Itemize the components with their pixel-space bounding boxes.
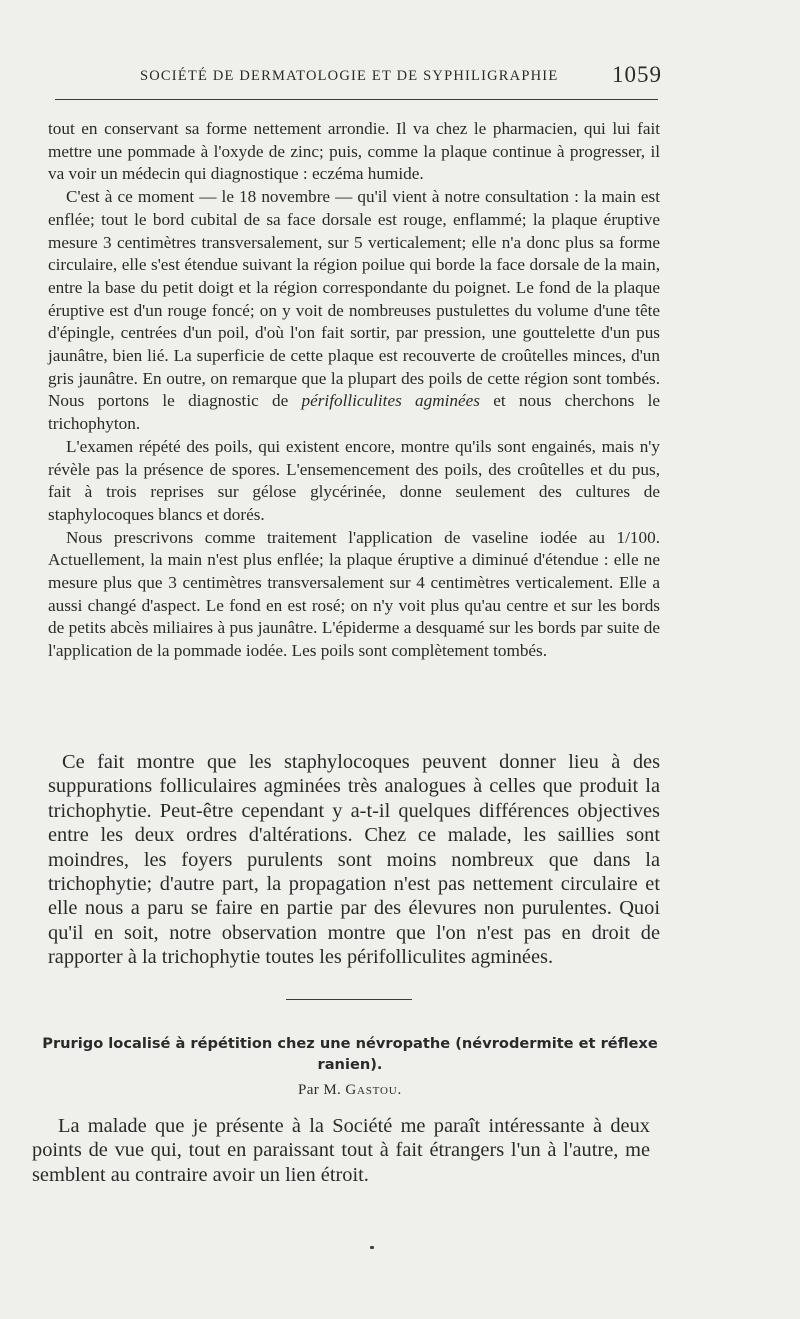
section-divider: [286, 999, 412, 1000]
author-name: Gastou.: [345, 1082, 403, 1098]
case-paragraph-2: [48, 186, 660, 436]
case-paragraph-2-text: C'est à ce moment — le 18 novembre — qu'il vient à notre consultation : la main est enflée; tout le bord cubital de sa face dorsale est rouge, enflammé; la plaque éruptive mesure 3 centimètres transversalement, sur 5 verticalement; elle n'a donc plus sa forme circulaire, elle s'est étendue suivant la région poilue qui borde la face dorsale de la main, entre la base du petit doigt et la région correspondante du poignet. Le fond de la plaque éruptive est d'un rouge foncé; on y voit de nombreuses pustulettes du volume d'une tête d'épingle, centrées d'un poil, d'où l'on fait sortir, par pression, une gouttelette d'un pus jaunâtre, bien lié. La superficie de cette plaque est recouverte de croûtelles minces, d'un gris jaunâtre. En outre, on remarque que la plupart des poils de cette région sont tombés. Nous portons le diagnostic de: [48, 187, 660, 411]
page-header: [48, 62, 662, 92]
commentary-paragraph: Ce fait montre que les staphylocoques peuvent donner lieu à des suppurations folliculaires agminées très analogues à celles que produit la trichophytie. Peut-être cependant y a-t-il quelques différences objectives entre les deux ordres d'altérations. Chez ce malade, les saillies sont moindres, les foyers purulents sont moins nombreux que dans la trichophytie; d'autre part, la propagation n'est pas nettement circulaire et elle nous a paru se faire en partie par des élevures non purulentes. Quoi qu'il en soit, notre observation montre que l'on n'est pas en droit de rapporter à la trichophytie toutes les périfolliculites agminées.: [48, 751, 660, 969]
article-title: Prurigo localisé à répétition chez une névropathe (névrodermite et réflexe ranien).: [42, 1035, 658, 1073]
running-title: SOCIÉTÉ DE DERMATOLOGIE ET DE SYPHILIGRAPHIE: [140, 68, 559, 84]
case-paragraph-3: L'examen répété des poils, qui existent encore, montre qu'ils sont engainés, mais n'y révèle pas la présence de spores. L'ensemencement des poils, des croûtelles et du pus, fait à trois reprises sur gélose glycérinée, donne seulement des cultures de staphylocoques blancs et dorés.: [48, 436, 660, 524]
byline: [40, 1082, 660, 1099]
header-rule: [55, 99, 658, 100]
diagnosis-term: périfolliculites agminées: [301, 391, 480, 411]
case-paragraph-1: tout en conservant sa forme nettement arrondie. Il va chez le pharmacien, qui lui fait mettre une pommade à l'oxyde de zinc; puis, comme la plaque continue à progresser, il va voir un médecin qui diagnostique : eczéma humide.: [48, 119, 660, 184]
opening-paragraph: La malade que je présente à la Société me paraît intéressante à deux points de vue qui, tout en paraissant tout à fait étrangers l'un à l'autre, me semblent au contraire avoir un lien étroit.: [32, 1115, 650, 1186]
case-report: [48, 118, 660, 663]
case-paragraph-2-end: et nous cherchons le trichophyton.: [48, 391, 661, 434]
commentary: [48, 750, 660, 970]
page-number: 1059: [612, 62, 662, 87]
article-opening: [32, 1114, 650, 1187]
ink-speck: [370, 1246, 374, 1249]
byline-prefix: Par M.: [297, 1082, 342, 1098]
case-paragraph-4: Nous prescrivons comme traitement l'application de vaseline iodée au 1/100. Actuellement, la main n'est plus enflée; la plaque éruptive a diminué d'étendue : elle ne mesure plus que 3 centimètres transversalement sur 4 centimètres verticalement. Elle a aussi changé d'aspect. Le fond en est rosé; on n'y voit plus qu'au centre et sur les bords de petits abcès miliaires à pus jaunâtre. L'épiderme a desquamé sur les bords par suite de l'application de la pommade iodée. Les poils sont complètement tombés.: [48, 527, 660, 661]
